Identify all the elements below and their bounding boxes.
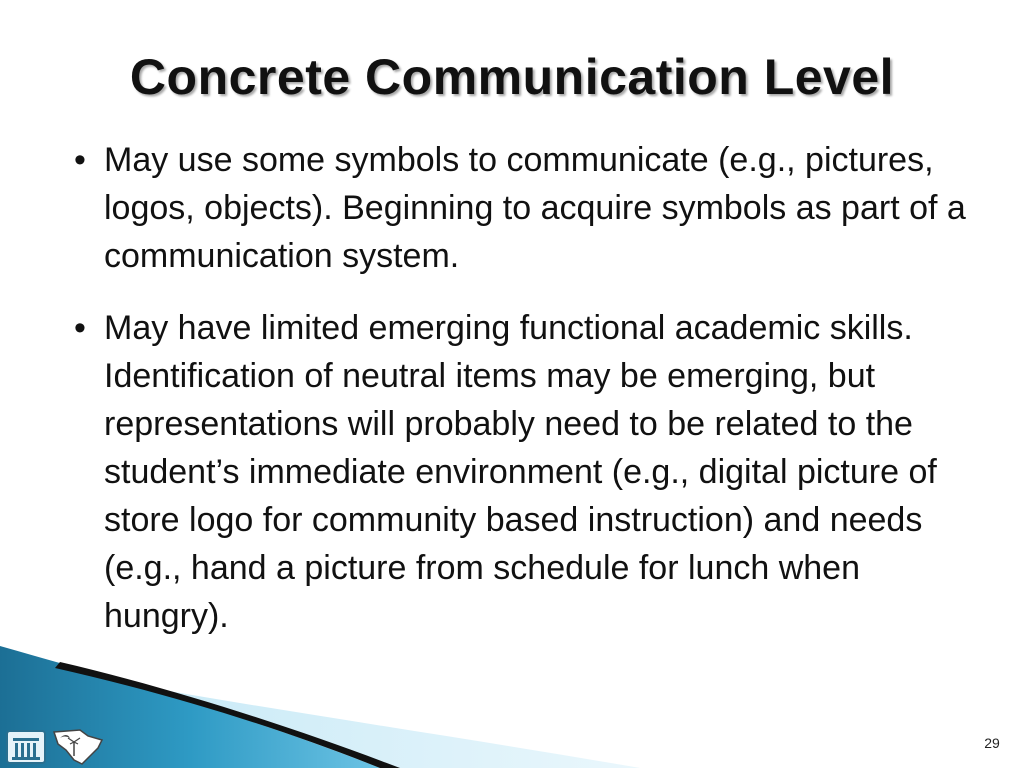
bullet-text-1: May use some symbols to communicate (e.g., pictures, logos, objects). Beginning to acquire symbols as part of a communication system. — [104, 141, 966, 275]
state-map-icon — [50, 726, 106, 766]
page-number: 29 — [984, 735, 1000, 751]
bullet-item-2 — [74, 304, 974, 640]
bullet-text-2: May have limited emerging functional academic skills. Identification of neutral items may be emerging, but representations will probably need to be related to the student’s immediate environment (e.g., digital picture of store logo for community based instruction) and needs (e.g., hand a picture from schedule for lunch when hungry). — [104, 309, 937, 635]
bullet-list — [74, 136, 974, 664]
slide-title: Concrete Communication Level — [129, 49, 895, 105]
bullet-item-1 — [74, 136, 974, 280]
bullet-marker: • — [74, 309, 86, 347]
bullet-marker: • — [74, 141, 86, 179]
building-icon — [6, 730, 46, 764]
